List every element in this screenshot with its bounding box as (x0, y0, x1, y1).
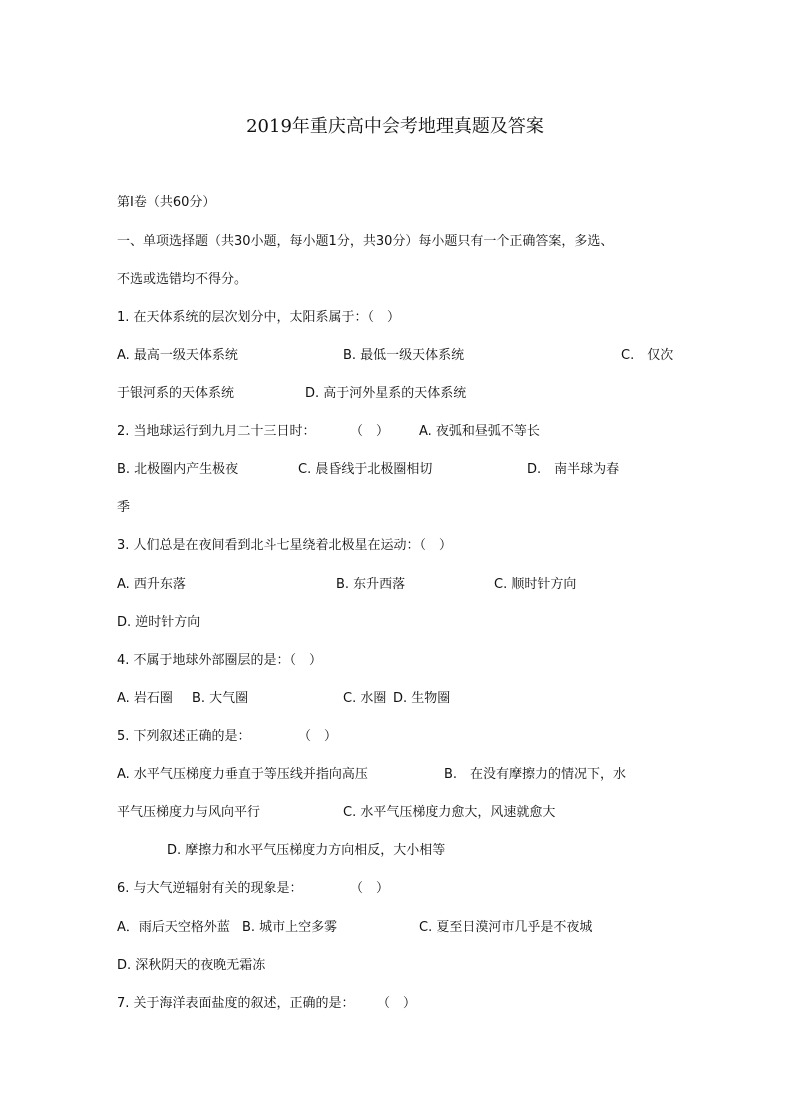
question-1 (0, 309, 790, 327)
instructions-line (0, 271, 790, 289)
instructions-line (0, 233, 790, 251)
document-title: 2019年重庆高中会考地理真题及答案 (246, 116, 544, 137)
option-c: C. 夏至日漠河市几乎是不夜城 (419, 920, 593, 935)
question-7 (0, 995, 790, 1013)
question-5 (0, 728, 790, 746)
question-stem: 3. 人们总是在夜间看到北斗七星绕着北极星在运动：（ ） (117, 538, 453, 553)
question-stem: 2. 当地球运行到九月二十三日时： (117, 424, 316, 439)
answer-blank: （ ） (350, 424, 390, 439)
options-line (0, 576, 790, 594)
options-line (0, 804, 790, 822)
answer-blank: （ ） (377, 996, 417, 1011)
option-b: B. 北极圈内产生极夜 (117, 462, 239, 477)
option-d-cont: 季 (117, 500, 131, 515)
answer-blank: （ ） (350, 881, 390, 896)
question-stem: 4. 不属于地球外部圈层的是：（ ） (117, 653, 323, 668)
option-c: C. 顺时针方向 (494, 577, 577, 592)
option-c: C. 仅次 (621, 348, 674, 363)
options-line (0, 919, 790, 937)
question-stem: 6. 与大气逆辐射有关的现象是： (117, 881, 303, 896)
option-b: B. 城市上空多雾 (242, 920, 338, 935)
option-a: A. 水平气压梯度力垂直于等压线并指向高压 (117, 767, 368, 782)
instructions-text: 一、单项选择题（共30小题，每小题1分，共30分）每小题只有一个正确答案，多选、 (117, 234, 614, 249)
option-a: A. 岩石圈 (117, 691, 173, 706)
question-stem: 5. 下列叙述正确的是： (117, 729, 251, 744)
options-line (0, 614, 790, 632)
option-c-cont: 于银河系的天体系统 (117, 386, 235, 401)
question-3 (0, 537, 790, 555)
option-d: D. 摩擦力和水平气压梯度力方向相反，大小相等 (167, 843, 446, 858)
option-c: C. 晨昏线于北极圈相切 (298, 462, 433, 477)
answer-blank: （ ） (298, 729, 338, 744)
section-heading (0, 194, 790, 212)
question-2 (0, 423, 790, 441)
question-stem: 7. 关于海洋表面盐度的叙述，正确的是： (117, 996, 355, 1011)
options-line (0, 766, 790, 784)
instructions-text: 不选或选错均不得分。 (117, 272, 248, 287)
option-b: B. 大气圈 (192, 691, 249, 706)
option-a: A．雨后天空格外蓝 (117, 920, 230, 935)
option-d: D. 生物圈 (393, 691, 451, 706)
options-line (0, 842, 790, 860)
option-c: C. 水圈 (343, 691, 387, 706)
question-stem: 1. 在天体系统的层次划分中，太阳系属于：（ ） (117, 310, 401, 325)
options-line (0, 690, 790, 708)
option-b: B. 在没有摩擦力的情况下，水 (444, 767, 627, 782)
option-a: A. 夜弧和昼弧不等长 (419, 424, 540, 439)
options-line (0, 347, 790, 365)
option-d: D. 南半球为春 (527, 462, 620, 477)
option-b: B. 东升西落 (336, 577, 406, 592)
question-6 (0, 880, 790, 898)
options-line (0, 499, 790, 517)
options-line (0, 957, 790, 975)
option-a: A. 西升东落 (117, 577, 186, 592)
option-b: B. 最低一级天体系统 (343, 348, 465, 363)
option-d: D. 逆时针方向 (117, 615, 201, 630)
option-a: A. 最高一级天体系统 (117, 348, 238, 363)
section-label: 第Ⅰ卷（共60分） (117, 195, 216, 210)
option-c: C. 水平气压梯度力愈大，风速就愈大 (343, 805, 556, 820)
option-b-cont: 平气压梯度力与风向平行 (117, 805, 261, 820)
question-4 (0, 652, 790, 670)
option-d: D. 高于河外星系的天体系统 (305, 386, 467, 401)
option-d: D. 深秋阴天的夜晚无霜冻 (117, 958, 266, 973)
options-line (0, 385, 790, 403)
options-line (0, 461, 790, 479)
